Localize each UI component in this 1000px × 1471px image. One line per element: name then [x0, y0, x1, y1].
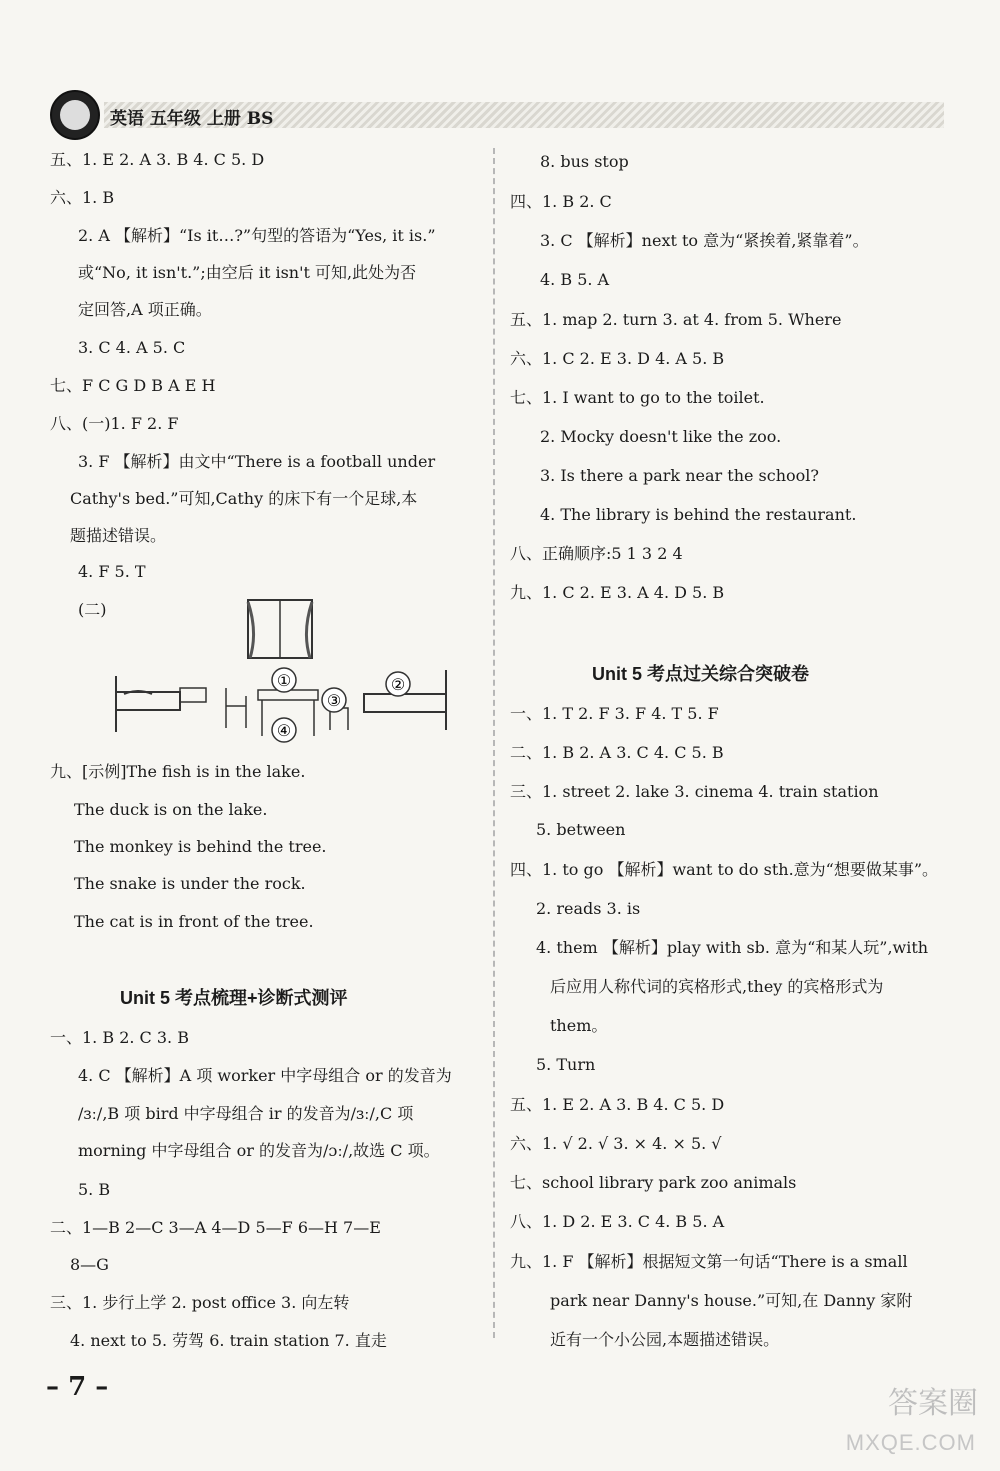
answer-line: 三、1. 步行上学 2. post office 3. 向左转 — [50, 1293, 350, 1312]
answer-line: 2. A 【解析】“Is it…?”句型的答语为“Yes, it is.” — [78, 226, 436, 245]
figure-label-1: ① — [276, 671, 292, 690]
answer-line: 五、1. E 2. A 3. B 4. C 5. D — [50, 150, 265, 169]
answer-line: 八、(一)1. F 2. F — [50, 414, 179, 433]
answer-line: 二、1. B 2. A 3. C 4. C 5. B — [510, 743, 724, 762]
answer-line: 5. between — [536, 820, 626, 839]
answer-line: The snake is under the rock. — [74, 874, 306, 893]
publisher-logo — [50, 90, 100, 140]
section-title: Unit 5 考点梳理+诊断式测评 — [120, 988, 348, 1008]
page-number: – 7 – — [46, 1372, 109, 1402]
bedroom-illustration — [112, 596, 468, 746]
answer-line: 4. them 【解析】play with sb. 意为“和某人玩”,with — [536, 938, 929, 957]
answer-line: 五、1. map 2. turn 3. at 4. from 5. Where — [510, 310, 842, 329]
answer-line: 定回答,A 项正确。 — [78, 300, 212, 319]
figure-label-4: ④ — [276, 721, 292, 740]
column-divider — [493, 148, 495, 1338]
answer-line: 2. Mocky doesn't like the zoo. — [540, 427, 782, 446]
watermark-logo: 答案圈 — [888, 1387, 978, 1420]
answer-line: 4. C 【解析】A 项 worker 中字母组合 or 的发音为 — [78, 1066, 452, 1085]
answer-line: 二、1—B 2—C 3—A 4—D 5—F 6—H 7—E — [50, 1218, 381, 1237]
answer-line: 八、1. D 2. E 3. C 4. B 5. A — [510, 1212, 725, 1231]
answer-line: 题描述错误。 — [70, 526, 167, 545]
answer-line: 8. bus stop — [540, 152, 629, 171]
answer-line: 七、1. I want to go to the toilet. — [510, 388, 765, 407]
answer-line: /ɜː/,B 项 bird 中字母组合 ir 的发音为/ɜː/,C 项 — [78, 1104, 414, 1123]
answer-line: 3. F 【解析】由文中“There is a football under — [78, 452, 436, 471]
answer-line: 九、1. F 【解析】根据短文第一句话“There is a small — [510, 1252, 908, 1271]
page-header — [44, 88, 944, 140]
answer-line: 五、1. E 2. A 3. B 4. C 5. D — [510, 1095, 725, 1114]
answer-line: (二) — [78, 600, 107, 619]
figure-label-3: ③ — [326, 691, 342, 710]
answer-line: 一、1. T 2. F 3. F 4. T 5. F — [510, 704, 719, 723]
answer-line: 八、正确顺序:5 1 3 2 4 — [510, 544, 683, 563]
figure-label-2: ② — [390, 675, 406, 694]
section-title: Unit 5 考点过关综合突破卷 — [592, 664, 810, 684]
answer-line: 后应用人称代词的宾格形式,they 的宾格形式为 — [550, 977, 884, 996]
answer-line: 5. Turn — [536, 1055, 596, 1074]
answer-line: The cat is in front of the tree. — [74, 912, 314, 931]
answer-line: 七、F C G D B A E H — [50, 376, 216, 395]
answer-line: 3. C 4. A 5. C — [78, 338, 186, 357]
answer-line: 4. The library is behind the restaurant. — [540, 505, 857, 524]
answer-line: 8—G — [70, 1255, 109, 1274]
answer-line: 3. Is there a park near the school? — [540, 466, 819, 485]
answer-line: 一、1. B 2. C 3. B — [50, 1028, 189, 1047]
answer-line: 4. next to 5. 劳驾 6. train station 7. 直走 — [70, 1331, 387, 1350]
answer-line: The monkey is behind the tree. — [74, 837, 327, 856]
answer-line: 七、school library park zoo animals — [510, 1173, 797, 1192]
answer-line: 四、1. to go 【解析】want to do sth.意为“想要做某事”。 — [510, 860, 939, 879]
answer-line: park near Danny's house.”可知,在 Danny 家附 — [550, 1291, 913, 1310]
answer-line: 4. B 5. A — [540, 270, 610, 289]
answer-line: 九、1. C 2. E 3. A 4. D 5. B — [510, 583, 725, 602]
answer-line: 4. F 5. T — [78, 562, 146, 581]
answer-line: 九、[示例]The fish is in the lake. — [50, 762, 306, 781]
answer-line: 3. C 【解析】next to 意为“紧挨着,紧靠着”。 — [540, 231, 869, 250]
answer-line: morning 中字母组合 or 的发音为/ɔː/,故选 C 项。 — [78, 1141, 440, 1160]
answer-line: The duck is on the lake. — [74, 800, 268, 819]
answer-line: 近有一个小公园,本题描述错误。 — [550, 1330, 780, 1349]
answer-line: 5. B — [78, 1180, 111, 1199]
answer-line: 六、1. B — [50, 188, 115, 207]
header-title: 英语 五年级 上册 BS — [110, 109, 274, 129]
answer-line: 六、1. C 2. E 3. D 4. A 5. B — [510, 349, 725, 368]
answer-line: 六、1. √ 2. √ 3. × 4. × 5. √ — [510, 1134, 722, 1153]
watermark-site: MXQE.COM — [845, 1430, 976, 1455]
answer-line: 2. reads 3. is — [536, 899, 641, 918]
answer-line: Cathy's bed.”可知,Cathy 的床下有一个足球,本 — [70, 489, 418, 508]
answer-line: 三、1. street 2. lake 3. cinema 4. train station — [510, 782, 879, 801]
answer-line: 四、1. B 2. C — [510, 192, 612, 211]
answer-line: them。 — [550, 1016, 608, 1035]
answer-line: 或“No, it isn't.”;由空后 it isn't 可知,此处为否 — [78, 263, 417, 282]
